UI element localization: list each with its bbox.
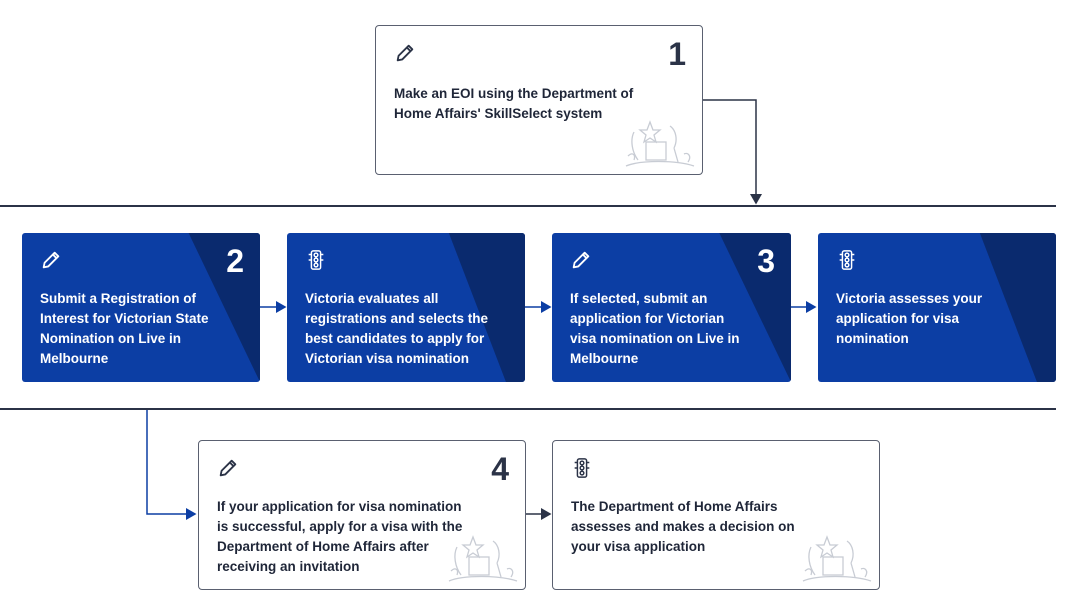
evaluate-card: [287, 233, 525, 382]
step-text: If your application for visa nomination is successful, apply for a visa with the Department of Home Affairs after receiving an invitation: [217, 499, 463, 574]
step-number: 1: [668, 36, 686, 72]
step-text: Make an EOI using the Department of Home Affairs' SkillSelect system: [394, 86, 634, 121]
arrow-assess-to-4: [147, 410, 195, 514]
traffic-light-icon: [305, 249, 327, 271]
pencil-icon: [40, 249, 62, 271]
step-text: Submit a Registration of Interest for Victorian State Nomination on Live in Melbourne: [40, 291, 209, 366]
divider-bottom: [0, 408, 1056, 410]
step-text: If selected, submit an application for Victorian visa nomination on Live in Melbourne: [570, 291, 740, 366]
traffic-light-icon: [836, 249, 858, 271]
assess-card: [818, 233, 1056, 382]
pencil-icon: [394, 42, 416, 64]
step-text: Victoria assesses your application for visa nomination: [836, 291, 983, 346]
arrow-1-to-2: [703, 100, 756, 203]
coat-of-arms-watermark: [620, 112, 698, 170]
coat-of-arms-watermark: [797, 527, 875, 585]
step-3-card: [552, 233, 791, 382]
step-text: The Department of Home Affairs assesses and makes a decision on your visa application: [571, 499, 795, 554]
traffic-light-icon: [571, 457, 593, 479]
divider-top: [0, 205, 1056, 207]
pencil-icon: [217, 457, 239, 479]
step-4-card: [198, 440, 526, 590]
step-2-card: [22, 233, 260, 382]
step-number: 2: [226, 243, 244, 279]
step-number: 3: [757, 243, 775, 279]
step-number: 4: [491, 451, 509, 487]
step-1-card: [375, 25, 703, 175]
decision-card: [552, 440, 880, 590]
step-text: Victoria evaluates all registrations and selects the best candidates to apply for Victorian visa nomination: [305, 291, 489, 366]
pencil-icon: [570, 249, 592, 271]
coat-of-arms-watermark: [443, 527, 521, 585]
